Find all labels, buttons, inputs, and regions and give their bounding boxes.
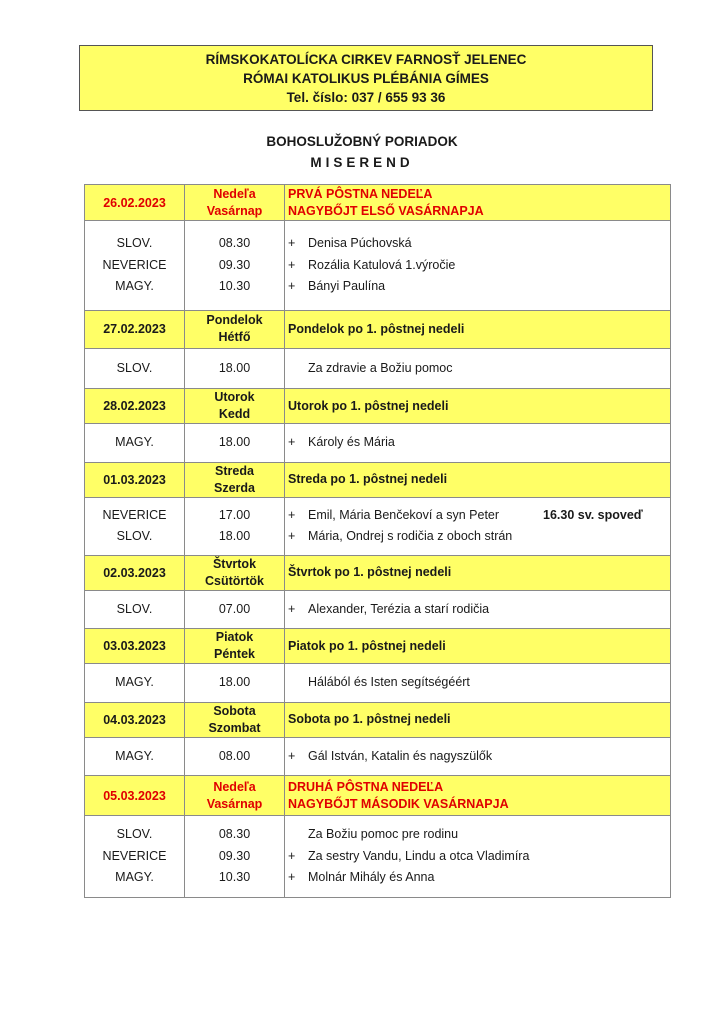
day-header-row [85,555,671,590]
mass-time-cell [185,497,285,555]
day-name-hu: Szombat [208,720,261,735]
day-name-cell [185,555,285,590]
mass-time: 10.30 [218,279,251,293]
deceased-cross-mark: + [288,870,296,884]
mass-intention: Za sestry Vandu, Lindu a otca Vladimíra [308,848,530,863]
mass-intention-line [285,255,670,277]
mass-intention: Rozália Katulová 1.výročie [308,257,456,272]
mass-intention: Alexander, Terézia a starí rodičia [308,601,490,616]
mass-list-row [85,424,671,463]
mass-intention: Mária, Ondrej s rodičia z oboch strán [308,529,513,543]
mass-intention-cell [285,424,671,463]
day-header-row [85,185,671,221]
mass-location: MAGY. [115,279,154,293]
day-description-cell [285,555,671,590]
mass-location: NEVERICE [102,848,167,863]
mass-time-cell [185,590,285,629]
mass-list-row [85,737,671,776]
mass-time-cell [185,424,285,463]
deceased-cross-mark: + [288,279,296,293]
mass-intention-line [285,867,670,889]
mass-time: 17.00 [218,507,251,522]
day-name-sk: Nedeľa [213,779,256,794]
deceased-cross-mark: + [288,748,296,763]
mass-time: 09.30 [218,257,251,272]
mass-location-cell [85,424,185,463]
parish-name-sk: RÍMSKOKATOLÍCKA CIRKEV FARNOSŤ JELENEC [205,51,527,67]
mass-intention: Za Božiu pomoc pre rodinu [308,827,459,841]
mass-time: 18.00 [218,360,251,375]
mass-list-row [85,497,671,555]
mass-intention: Károly és Mária [308,435,395,449]
schedule-title-hu: MISEREND [310,155,414,170]
mass-location-cell [85,497,185,555]
mass-intention-cell [285,590,671,629]
mass-time: 07.00 [218,601,251,616]
mass-list-row [85,348,671,389]
mass-time: 18.00 [218,435,251,449]
mass-time: 08.30 [218,827,251,841]
day-name-sk: Piatok [215,630,254,644]
day-name-sk: Sobota [213,703,256,718]
day-name-cell [185,389,285,424]
mass-intention: Emil, Mária Benčekoví a syn Peter [308,507,500,522]
day-description-hu: NAGYBŐJT ELSŐ VASÁRNAPJA [288,203,484,218]
parish-name-hu: RÓMAI KATOLIKUS PLÉBÁNIA GÍMES [243,70,489,86]
mass-intention-line [285,672,670,694]
day-name-cell [185,462,285,497]
day-date: 03.03.2023 [85,629,185,664]
deceased-cross-mark: + [288,507,296,522]
day-date: 05.03.2023 [85,776,185,816]
day-name-hu: Szerda [214,480,255,495]
day-name-cell [185,629,285,664]
mass-time-cell [185,221,285,311]
day-name-cell [185,702,285,737]
day-description: Štvrtok po 1. pôstnej nedeli [288,565,452,579]
mass-location-cell [85,664,185,703]
day-name-sk: Utorok [214,390,255,404]
mass-intention: Bányi Paulína [308,279,386,293]
mass-time-cell [185,737,285,776]
mass-list-row [85,221,671,311]
day-name-sk: Štvrtok [212,556,257,571]
mass-location: SLOV. [116,601,153,616]
day-name-cell [185,776,285,816]
mass-intention-line [285,358,670,380]
deceased-cross-mark: + [288,848,296,863]
day-date: 27.02.2023 [85,310,185,348]
day-description-cell [285,629,671,664]
day-name-sk: Pondelok [206,313,263,327]
mass-time: 18.00 [218,675,251,689]
mass-intention: Za zdravie a Božiu pomoc [308,360,453,375]
mass-intention-line [285,599,670,621]
day-header-row [85,776,671,816]
day-date: 04.03.2023 [85,702,185,737]
mass-intention-cell [285,664,671,703]
mass-list-row [85,590,671,629]
mass-intention-cell [285,497,671,555]
day-description: DRUHÁ PÔSTNA NEDEĽA [288,779,444,794]
mass-intention-line [285,746,670,768]
day-name-cell [185,310,285,348]
mass-intention: Denisa Púchovská [308,236,412,250]
mass-intention-line [285,526,670,548]
day-description: Streda po 1. pôstnej nedeli [288,472,448,486]
mass-intention: Molnár Mihály és Anna [308,870,435,884]
mass-location-cell [85,590,185,629]
deceased-cross-mark: + [288,529,296,543]
schedule-title-sk: BOHOSLUŽOBNÝ PORIADOK [266,134,458,149]
day-description: PRVÁ PÔSTNA NEDEĽA [288,186,433,201]
mass-time-cell [185,348,285,389]
mass-location: SLOV. [116,236,153,250]
day-description-cell [285,185,671,221]
mass-location-cell [85,348,185,389]
deceased-cross-mark: + [288,236,296,250]
day-date: 02.03.2023 [85,555,185,590]
mass-location: NEVERICE [102,257,167,272]
day-header-row [85,629,671,664]
day-name-hu: Péntek [214,647,255,661]
parish-header-box [79,45,653,111]
day-header-row [85,702,671,737]
day-description-hu: NAGYBŐJT MÁSODIK VASÁRNAPJA [288,796,509,811]
deceased-cross-mark: + [288,435,296,449]
day-name-sk: Streda [215,463,254,478]
mass-intention: Hálából és Isten segítségéért [308,675,470,689]
mass-intention-line [285,233,670,255]
mass-location-cell [85,816,185,898]
mass-schedule-table [84,184,671,898]
mass-intention-cell [285,737,671,776]
day-header-row [85,310,671,348]
mass-location-cell [85,737,185,776]
day-name-cell [185,185,285,221]
parish-phone: Tel. číslo: 037 / 655 93 36 [286,89,446,105]
mass-list-row [85,816,671,898]
mass-time: 08.00 [218,748,251,763]
confession-note: 16.30 sv. spoveď [543,507,643,522]
mass-intention-line [285,846,670,868]
mass-location: NEVERICE [102,507,167,522]
mass-intention-cell [285,221,671,311]
mass-location: SLOV. [116,360,153,375]
mass-location: SLOV. [116,827,153,841]
day-header-row [85,462,671,497]
day-header-row [85,389,671,424]
deceased-cross-mark: + [288,257,296,272]
mass-location: MAGY. [115,870,154,884]
mass-location: MAGY. [115,435,154,449]
day-name-hu: Csütörtök [204,573,265,588]
day-description-cell [285,389,671,424]
day-description-cell [285,310,671,348]
day-name-sk: Nedeľa [213,186,256,201]
mass-time-cell [185,816,285,898]
mass-time: 18.00 [218,529,251,543]
mass-intention-cell [285,348,671,389]
day-name-hu: Vasárnap [206,203,263,218]
day-description: Sobota po 1. pôstnej nedeli [288,712,451,726]
day-description: Utorok po 1. pôstnej nedeli [288,398,449,413]
day-description: Pondelok po 1. pôstnej nedeli [288,321,465,336]
mass-intention-line [285,432,670,454]
day-description-cell [285,462,671,497]
mass-list-row [85,664,671,703]
mass-location-cell [85,221,185,311]
day-date: 01.03.2023 [85,462,185,497]
mass-intention-cell [285,816,671,898]
deceased-cross-mark: + [288,601,296,616]
mass-location: MAGY. [115,748,154,763]
day-name-hu: Hétfő [218,330,251,344]
day-date: 28.02.2023 [85,389,185,424]
day-name-hu: Kedd [218,407,251,421]
day-name-hu: Vasárnap [206,796,263,811]
mass-time-cell [185,664,285,703]
mass-location: SLOV. [116,529,153,543]
mass-time: 10.30 [218,870,251,884]
mass-time: 09.30 [218,848,251,863]
mass-intention: Gál István, Katalin és nagyszülők [308,748,493,763]
mass-intention-line [285,276,670,298]
day-date: 26.02.2023 [85,185,185,221]
mass-intention-line [285,824,670,846]
mass-intention-line [285,505,670,527]
day-description-cell [285,702,671,737]
day-description: Piatok po 1. pôstnej nedeli [288,638,446,653]
day-description-cell [285,776,671,816]
mass-location: MAGY. [115,675,154,689]
mass-time: 08.30 [218,236,251,250]
